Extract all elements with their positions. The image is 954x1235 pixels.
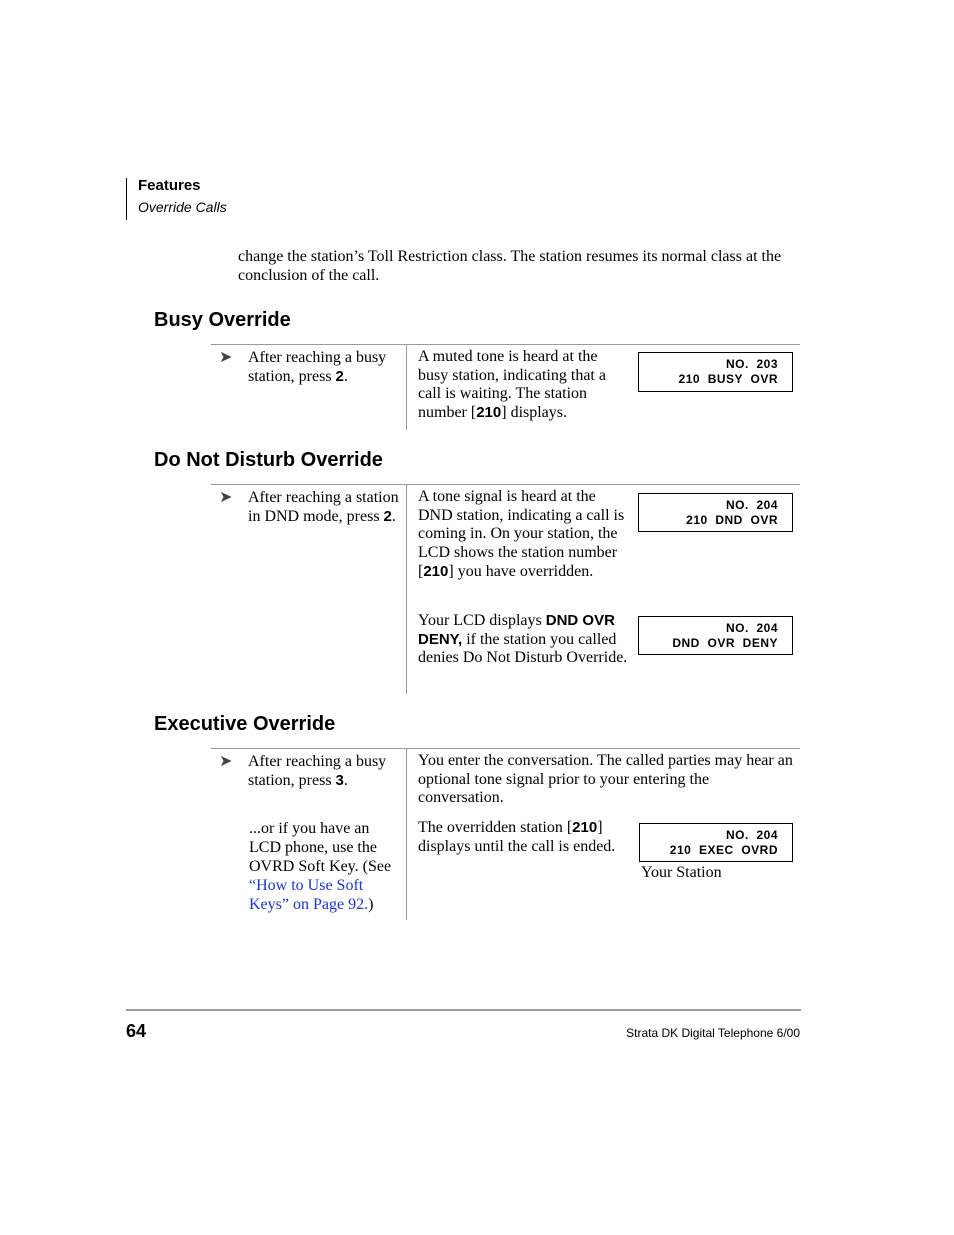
busy-result: [418, 348, 628, 423]
header-rule: [126, 178, 127, 220]
footer-rule: [126, 1009, 801, 1011]
dnd-step: [248, 488, 403, 526]
dnd-lcd-display-1: [638, 493, 793, 532]
dnd-step-key: 2: [383, 508, 392, 525]
page-number: 64: [126, 1021, 147, 1041]
busy-result-key: 210: [476, 404, 502, 422]
exec-step-key: 3: [335, 772, 344, 789]
arrow-bullet-icon: ➤: [219, 349, 233, 366]
exec-column-divider: [406, 748, 407, 920]
busy-table-rule: [211, 344, 800, 345]
dnd-result-1: [418, 488, 628, 582]
exec-result-1: You enter the conversation. The called parties may hear an optional tone signal prior to your entering the conversation.: [418, 752, 793, 807]
dnd-step-end: .: [391, 508, 396, 525]
dnd-result2-text-b: if the station you called denies Do Not Disturb Override.: [418, 630, 628, 667]
dnd-result1-key: 210: [423, 562, 449, 580]
exec-alternative: [249, 819, 404, 914]
dnd-lcd1-line1: NO. 204: [725, 498, 778, 512]
subsection-title: Override Calls: [138, 199, 227, 215]
dnd-table-rule: [211, 484, 800, 485]
exec-table-rule: [211, 748, 800, 749]
exec-step-text: After reaching a busy station, press: [248, 753, 387, 789]
heading-dnd-override: Do Not Disturb Override: [154, 449, 383, 471]
exec-step: [248, 752, 403, 790]
soft-keys-link[interactable]: “How to Use Soft Keys” on Page 92.: [249, 877, 369, 913]
busy-result-text-b: ] displays.: [501, 404, 568, 422]
exec-step-end: .: [343, 772, 348, 789]
exec-result2-text-a: The overridden station [: [418, 819, 573, 836]
dnd-result1-text-b: ] you have overridden.: [448, 562, 594, 580]
busy-lcd-line1: NO. 203: [725, 357, 778, 371]
section-title: Features: [138, 177, 201, 194]
footer-doc-title: Strata DK Digital Telephone 6/00: [626, 1026, 800, 1040]
dnd-result2-text-a: Your LCD displays: [418, 612, 546, 629]
busy-step-text: After reaching a busy station, press: [248, 349, 387, 385]
exec-result-2: [418, 819, 623, 856]
busy-result-text-a: A muted tone is heard at the busy station, indicating that a call is waiting. The station number [: [418, 348, 606, 422]
exec-result2-key: 210: [572, 819, 598, 836]
exec-alt-text-b: ): [368, 896, 374, 913]
exec-lcd-display: [639, 823, 793, 862]
exec-lcd-line1: NO. 204: [725, 828, 778, 842]
dnd-lcd1-line2: 210 DND OVR: [686, 513, 778, 527]
dnd-result2-key: DND OVR DENY,: [418, 612, 615, 648]
arrow-bullet-icon: ➤: [219, 489, 233, 506]
busy-column-divider: [406, 344, 407, 430]
heading-executive-override: Executive Override: [154, 713, 336, 735]
busy-step-key: 2: [335, 368, 344, 385]
dnd-lcd2-line1: NO. 204: [725, 621, 778, 635]
busy-step: [248, 348, 403, 386]
busy-lcd-display: [638, 352, 793, 392]
exec-result2-text-b: ] displays until the call is ended.: [418, 819, 616, 855]
intro-paragraph: change the station’s Toll Restriction class. The station resumes its normal class at the conclusion of the call.: [238, 248, 782, 284]
lcd-caption: Your Station: [641, 864, 722, 881]
dnd-lcd-display-2: [638, 616, 793, 655]
exec-lcd-line2: 210 EXEC OVRD: [669, 843, 778, 857]
dnd-lcd2-line2: DND OVR DENY: [672, 636, 778, 650]
heading-busy-override: Busy Override: [154, 309, 291, 331]
dnd-column-divider: [406, 484, 407, 694]
exec-alt-text-a: ...or if you have an LCD phone, use the OVRD Soft Key. (See: [249, 820, 392, 875]
dnd-step-text: After reaching a station in DND mode, press: [248, 489, 399, 525]
dnd-result1-text-a: A tone signal is heard at the DND station, indicating a call is coming in. On your station, the LCD shows the station number [: [418, 488, 625, 580]
arrow-bullet-icon: ➤: [219, 753, 233, 770]
busy-lcd-line2: 210 BUSY OVR: [678, 372, 778, 386]
busy-step-end: .: [343, 368, 348, 385]
dnd-result-2: [418, 612, 628, 668]
